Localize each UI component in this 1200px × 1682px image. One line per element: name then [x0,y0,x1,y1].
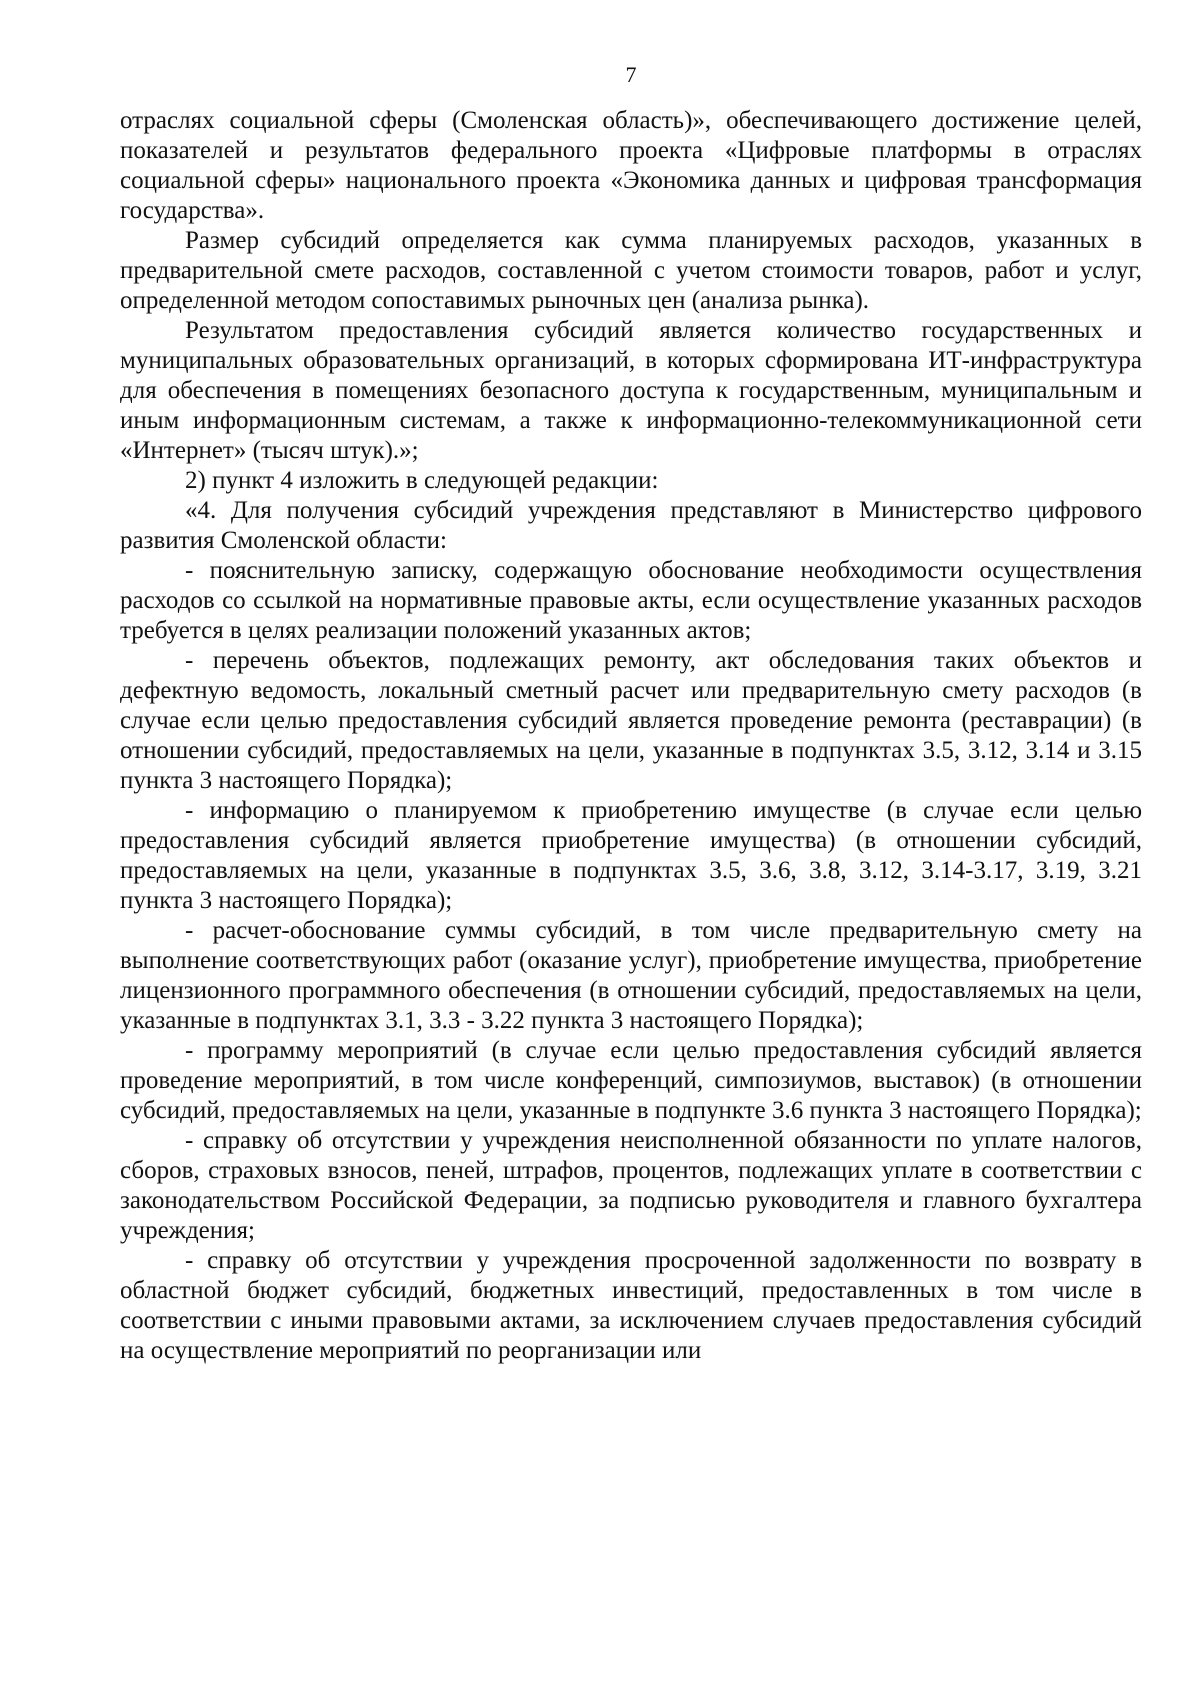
list-item-explanatory-note: - пояснительную записку, содержащую обоснование необходимости осуществления расходов со ссылкой на нормативные правовые акты, если осуществление указанных расходов требуется в целях реализации положений указанных актов; [120,557,1142,644]
paragraph-subsidy-result: Результатом предоставления субсидий является количество государственных и муниципальных образовательных организаций, в которых сформирована ИТ-инфраструктура для обеспечения в помещениях безопасного доступа к государственным, муниципальным и иным информационным системам, а также к информационно-телекоммуникационной сети «Интернет» (тысяч штук).»; [120,317,1142,464]
list-item-repair-objects: - перечень объектов, подлежащих ремонту, акт обследования таких объектов и дефектную ведомость, локальный сметный расчет или предварительную смету расходов (в случае если целью предоставления субсидий является проведение ремонта (реставрации) (в отношении субсидий, предоставляемых на цели, указанные в подпунктах 3.5, 3.12, 3.14 и 3.15 пункта 3 настоящего Порядка); [120,647,1142,794]
page-number: 7 [625,62,637,87]
list-item-tax-certificate: - справку об отсутствии у учреждения неисполненной обязанности по уплате налогов, сборов, страховых взносов, пеней, штрафов, процентов, подлежащих уплате в соответствии с законодательством Российской Федерации, за подписью руководителя и главного бухгалтера учреждения; [120,1127,1142,1244]
list-item-debt-certificate: - справку об отсутствии у учреждения просроченной задолженности по возврату в областной бюджет субсидий, бюджетных инвестиций, предоставленных в том числе в соответствии с иными правовыми актами, за исключением случаев предоставления субсидий на осуществление мероприятий по реорганизации или [120,1247,1142,1364]
list-item-property-info: - информацию о планируемом к приобретению имуществе (в случае если целью предоставления субсидий является приобретение имущества) (в отношении субсидий, предоставляемых на цели, указанные в подпунктах 3.5, 3.6, 3.8, 3.12, 3.14-3.17, 3.19, 3.21 пункта 3 настоящего Порядка); [120,797,1142,914]
paragraph-subsidy-size: Размер субсидий определяется как сумма планируемых расходов, указанных в предварительной смете расходов, составленной с учетом стоимости товаров, работ и услуг, определенной методом сопоставимых рыночных цен (анализа рынка). [120,227,1142,314]
list-item-event-program: - программу мероприятий (в случае если целью предоставления субсидий является проведение мероприятий, в том числе конференций, симпозиумов, выставок) (в отношении субсидий, предоставляемых на цели, указанные в подпункте 3.6 пункта 3 настоящего Порядка); [120,1037,1142,1124]
paragraph-point-4: «4. Для получения субсидий учреждения представляют в Министерство цифрового развития Смоленской области: [120,497,1142,554]
paragraph-item-2: 2) пункт 4 изложить в следующей редакции: [185,467,659,494]
paragraph-intro-continuation: отраслях социальной сферы (Смоленская область)», обеспечивающего достижение целей, показателей и результатов федерального проекта «Цифровые платформы в отраслях социальной сферы» национального проекта «Экономика данных и цифровая трансформация государства». [120,107,1142,224]
list-item-calculation: - расчет-обоснование суммы субсидий, в том числе предварительную смету на выполнение соответствующих работ (оказание услуг), приобретение имущества, приобретение лицензионного программного обеспечения (в отношении субсидий, предоставляемых на цели, указанные в подпунктах 3.1, 3.3 - 3.22 пункта 3 настоящего Порядка); [120,917,1142,1034]
